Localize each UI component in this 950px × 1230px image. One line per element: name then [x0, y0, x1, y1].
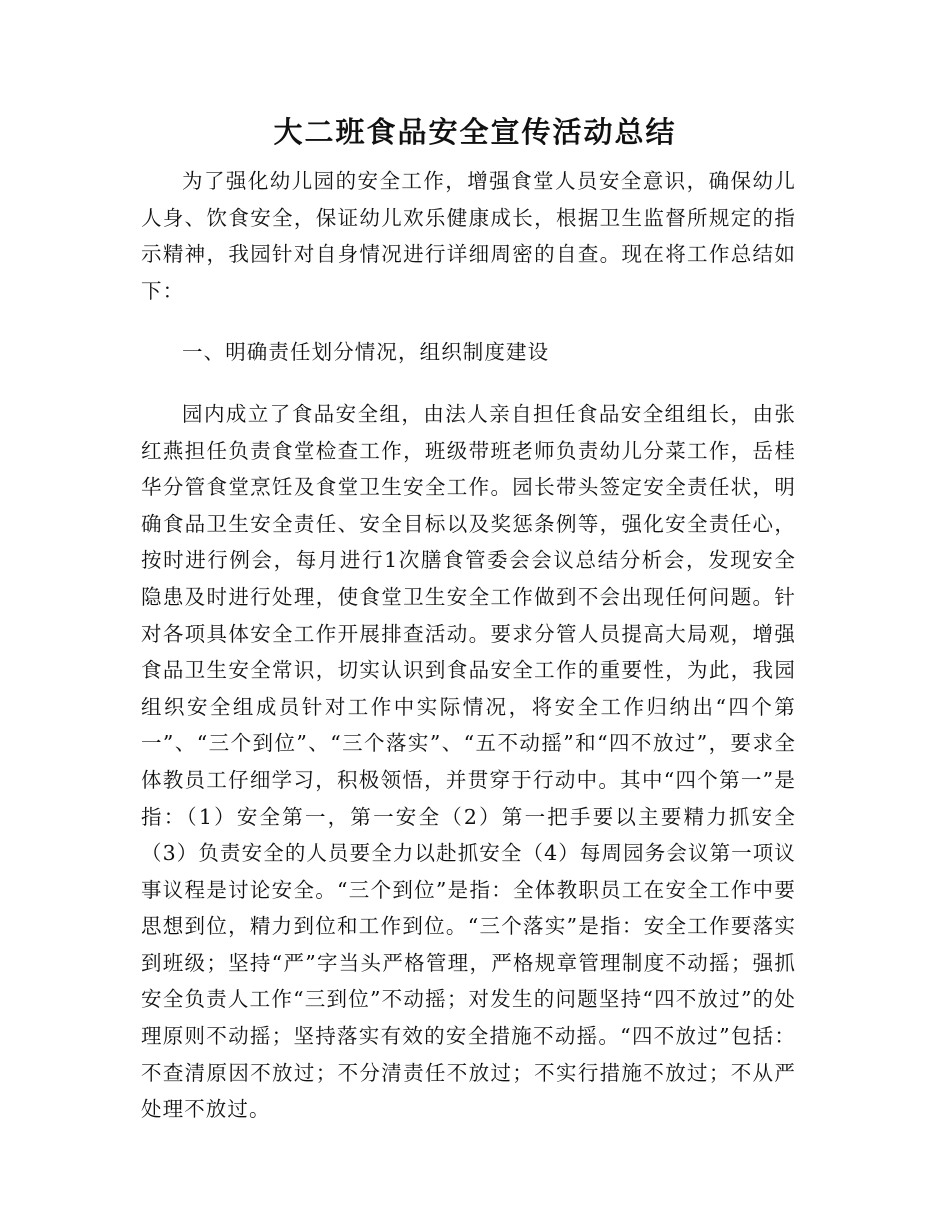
document-title: 大二班食品安全宣传活动总结: [273, 115, 677, 149]
intro-paragraph: 为了强化幼儿园的安全工作，增强食堂人员安全意识，确保幼儿人身、饮食安全，保证幼儿欢乐健康成长，根据卫生监督所规定的指示精神，我园针对自身情况进行详细周密的自查。现在将工作总结如下：: [141, 169, 796, 303]
body-paragraph: 园内成立了食品安全组，由法人亲自担任食品安全组组长，由张红燕担任负责食堂检查工作，班级带班老师负责幼儿分菜工作，岳桂华分管食堂烹饪及食堂卫生安全工作。园长带头签定安全责任状，明确食品卫生安全责任、安全目标以及奖惩条例等，强化安全责任心，按时进行例会，每月进行1次膳食管委会会议总结分析会，发现安全隐患及时进行处理，使食堂卫生安全工作做到不会出现任何问题。针对各项具体安全工作开展排查活动。要求分管人员提高大局观，增强食品卫生安全常识，切实认识到食品安全工作的重要性，为此，我园组织安全组成员针对工作中实际情况，将安全工作归纳出“四个第一”、“三个到位”、“三个落实”、“五不动摇”和“四不放过”，要求全体教员工仔细学习，积极领悟，并贯穿于行动中。其中“四个第一”是指：（1）安全第一，第一安全（2）第一把手要以主要精力抓安全（3）负责安全的人员要全力以赴抓安全（4）每周园务会议第一项议事议程是讨论安全。“三个到位”是指：全体教职员工在安全工作中要思想到位，精力到位和工作到位。“三个落实”是指：安全工作要落实到班级；坚持“严”字当头严格管理，严格规章管理制度不动摇；强抓安全负责人工作“三到位”不动摇；对发生的问题坚持“四不放过”的处理原则不动摇；坚持落实有效的安全措施不动摇。“四不放过”包括：不查清原因不放过；不分清责任不放过；不实行措施不放过；不从严处理不放过。: [141, 401, 796, 1122]
document-body: [141, 163, 796, 1128]
section-heading: 一、明确责任划分情况，组织制度建设: [182, 340, 550, 365]
